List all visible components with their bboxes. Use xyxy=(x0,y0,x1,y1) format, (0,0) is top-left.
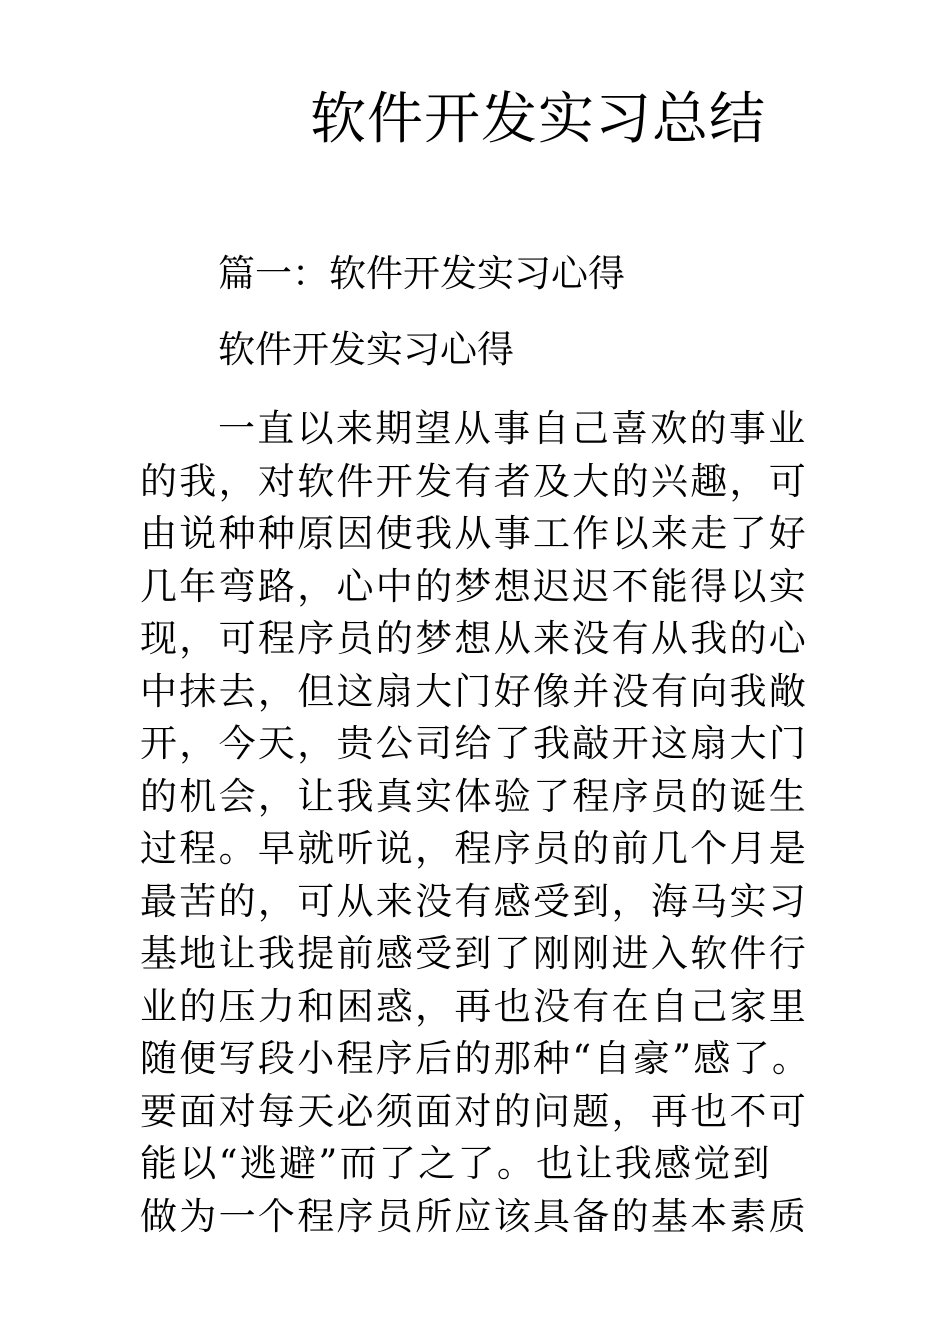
body-line: 过程。早就听说，程序员的前几个月是 xyxy=(140,827,809,870)
body-line: 基地让我提前感受到了刚刚进入软件行 xyxy=(140,932,809,975)
body-line: 的我，对软件开发有者及大的兴趣，可 xyxy=(140,459,809,503)
body-line: 能以“逃避”而了之了。也让我感觉到 xyxy=(140,1142,772,1185)
body-line: 业的压力和困惑，再也没有在自己家里 xyxy=(140,984,809,1028)
body-line: 一直以来期望从事自己喜欢的事业 xyxy=(218,407,808,450)
document-title: 软件开发实习总结 xyxy=(310,87,766,152)
body-line: 要面对每天必须面对的问题，再也不可 xyxy=(140,1089,809,1133)
subheading: 软件开发实习心得 xyxy=(218,328,514,371)
section-heading: 篇一：软件开发实习心得 xyxy=(218,252,625,295)
body-line: 做为一个程序员所应该具备的基本素质 xyxy=(140,1194,809,1238)
body-paragraph xyxy=(140,403,860,1243)
body-line: 随便写段小程序后的那种“自豪”感了。 xyxy=(140,1037,812,1080)
body-line: 的机会，让我真实体验了程序员的诞生 xyxy=(140,774,809,818)
body-line: 最苦的，可从来没有感受到，海马实习 xyxy=(140,879,809,923)
body-line: 现，可程序员的梦想从来没有从我的心 xyxy=(140,617,809,660)
body-line: 中抹去，但这扇大门好像并没有向我敞 xyxy=(140,669,809,713)
body-line: 几年弯路，心中的梦想迟迟不能得以实 xyxy=(140,564,809,608)
body-line: 由说种种原因使我从事工作以来走了好 xyxy=(140,512,809,555)
body-line: 开，今天，贵公司给了我敲开这扇大门 xyxy=(140,722,809,765)
